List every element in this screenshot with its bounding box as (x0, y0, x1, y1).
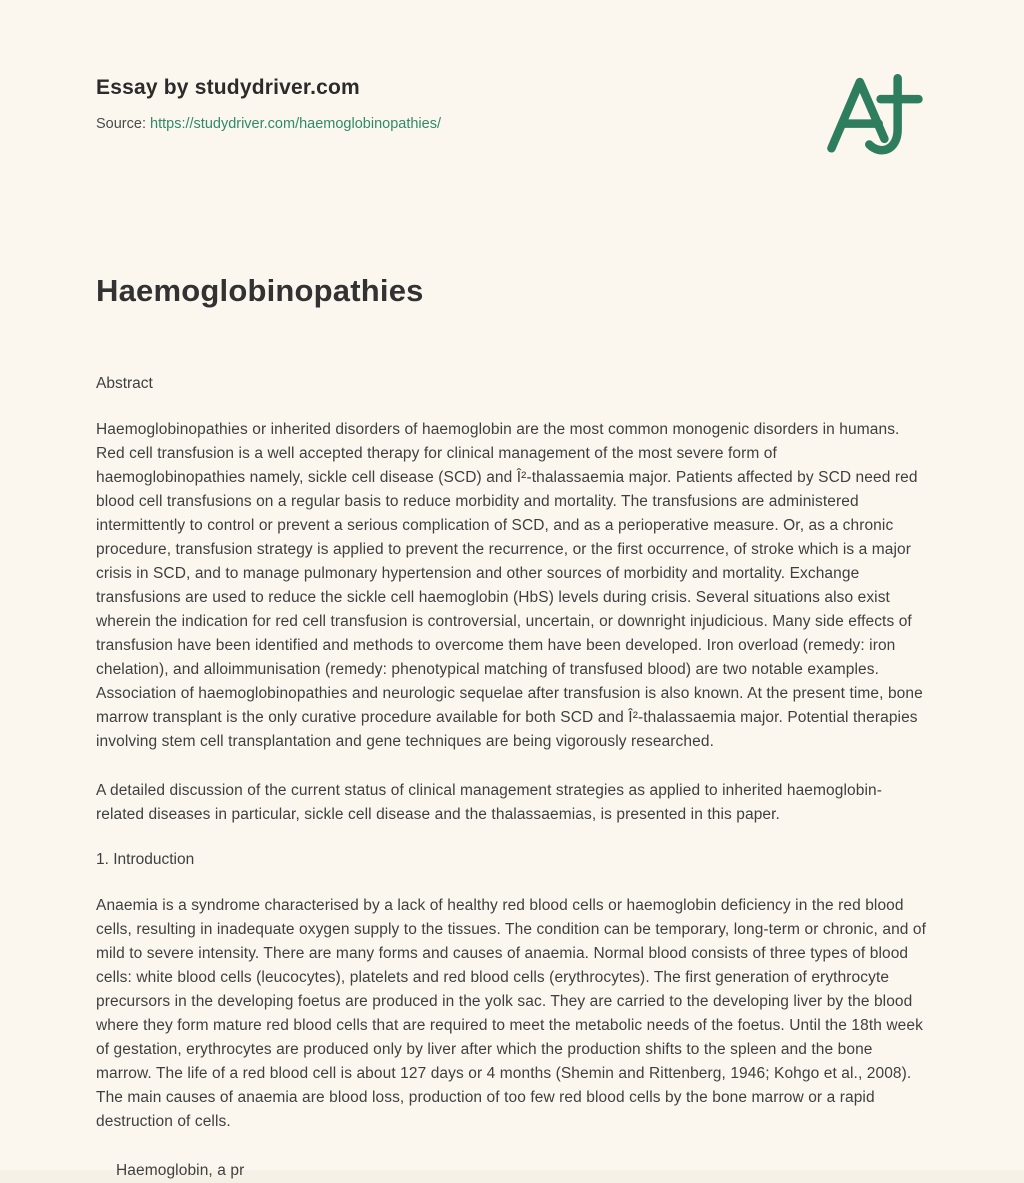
source-label: Source: (96, 116, 146, 132)
partial-paragraph: Haemoglobin, a pr (116, 1162, 245, 1179)
document-header (96, 0, 928, 171)
introduction-paragraph: Anaemia is a syndrome characterised by a lack of healthy red blood cells or haemoglobin deficiency in the red blood cells, resulting in inadequate oxygen supply to the tissues. The condition can be temporary, long-term or chronic, and of mild to severe intensity. There are many forms and causes of anaemia. Normal blood consists of three types of blood cells: white blood cells (leucocytes), platelets and red blood cells (erythrocytes). The first generation of erythrocyte precursors in the developing foetus are produced in the yolk sac. They are carried to the developing liver by the blood where they form mature red blood cells that are required to meet the metabolic needs of the foetus. Until the 18th week of gestation, erythrocytes are produced only by liver after which the production shifts to the spleen and the bone marrow. The life of a red blood cell is about 127 days or 4 months (Shemin and Rittenberg, 1946; Kohgo et al., 2008). The main causes of anaemia are blood loss, production of too few red blood cells by the bone marrow or a rapid destruction of cells. (96, 897, 927, 1130)
a-plus-logo-icon (822, 153, 926, 170)
studydriver-logo (822, 70, 926, 171)
source-link[interactable]: https://studydriver.com/haemoglobinopathies/ (150, 116, 441, 132)
source-line (96, 116, 441, 132)
abstract-paragraph: Haemoglobinopathies or inherited disorders of haemoglobin are the most common monogenic disorders in humans. Red cell transfusion is a well accepted therapy for clinical management of the most severe form of haemoglobinopathies namely, sickle cell disease (SCD) and Î²-thalassaemia major. Patients affected by SCD need red blood cell transfusions on a regular basis to reduce morbidity and mortality. The transfusions are administered intermittently to control or prevent a serious complication of SCD, and as a perioperative measure. Or, as a chronic procedure, transfusion strategy is applied to prevent the recurrence, or the first occurrence, of stroke which is a major crisis in SCD, and to manage pulmonary hypertension and other sources of morbidity and mortality. Exchange transfusions are used to reduce the sickle cell haemoglobin (HbS) levels during crisis. Several situations also exist wherein the indication for red cell transfusion is controversial, uncertain, or downright injudicious. Many side effects of transfusion have been identified and methods to overcome them have been developed. Iron overload (remedy: iron chelation), and alloimmunisation (remedy: phenotypical matching of transfused blood) are two notable examples. Association of haemoglobinopathies and neurologic sequelae after transfusion is also known. At the present time, bone marrow transplant is the only curative procedure available for both SCD and Î²-thalassaemia major. Potential therapies involving stem cell transplantation and gene techniques are being vigorously researched. (96, 421, 923, 750)
introduction-heading: 1. Introduction (96, 851, 195, 868)
summary-paragraph: A detailed discussion of the current status of clinical management strategies as applied to inherited haemoglobin-related diseases in particular, sickle cell disease and the thalassaemias, is presented in this paper. (96, 782, 882, 823)
abstract-heading: Abstract (96, 375, 153, 392)
page-title: Haemoglobinopathies (96, 273, 424, 308)
essay-byline: Essay by studydriver.com (96, 76, 360, 99)
header-text-block (96, 76, 441, 132)
